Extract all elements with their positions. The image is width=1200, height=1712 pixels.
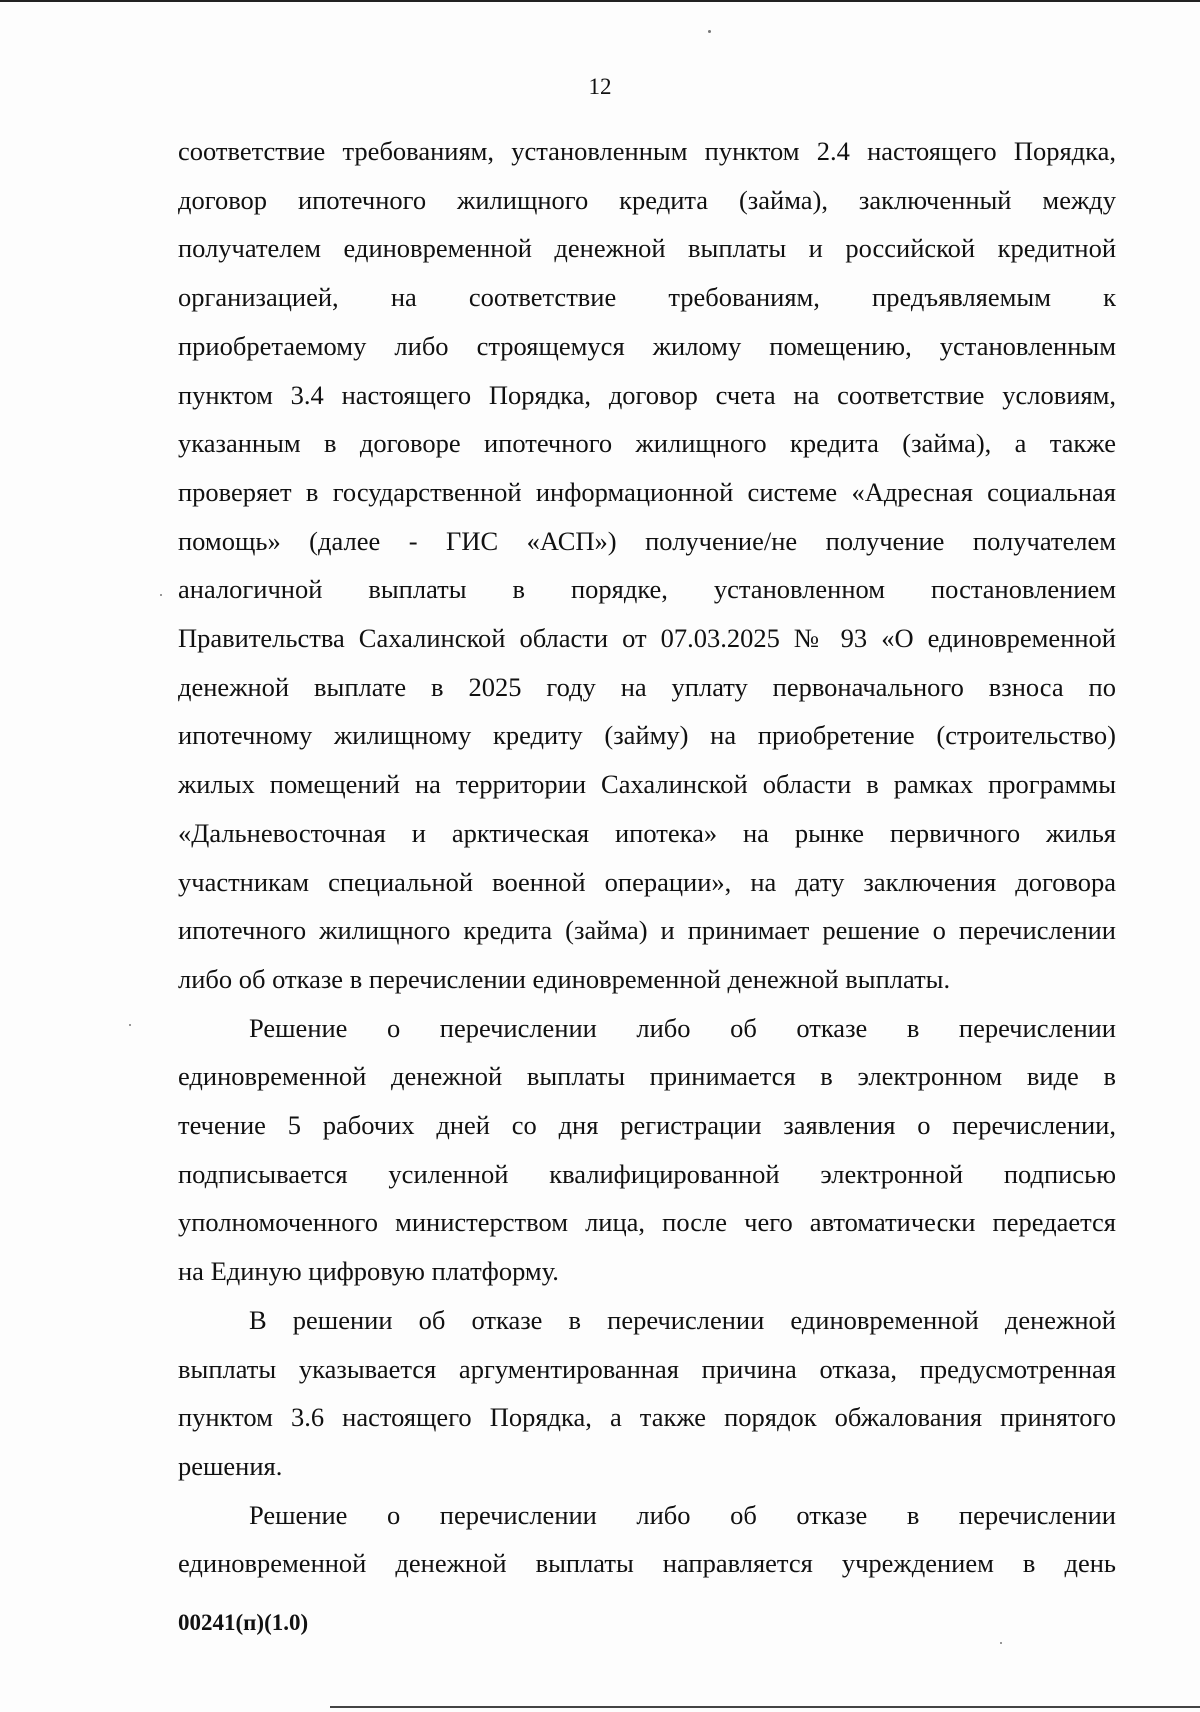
text-line: проверяет в государственной информационной системе «Адресная социальная <box>178 476 1116 507</box>
scan-speck <box>1000 1642 1002 1644</box>
text-line: единовременной денежной выплаты направляется учреждением в день <box>178 1548 1116 1579</box>
paragraph <box>178 1296 1116 1491</box>
text-line: «Дальневосточная и арктическая ипотека» на рынке первичного жилья <box>178 817 1116 848</box>
text-line: Решение о перечислении либо об отказе в перечислении <box>249 1499 1116 1530</box>
text-line: аналогичной выплаты в порядке, установленном постановлением <box>178 574 1116 605</box>
top-border <box>0 0 1200 2</box>
text-line: Правительства Сахалинской области от 07.03.2025 № 93 «О единовременной <box>178 623 1116 654</box>
text-line: получателем единовременной денежной выплаты и российской кредитной <box>178 233 1116 264</box>
page-number: 12 <box>588 74 612 99</box>
scan-speck <box>708 30 711 33</box>
text-line: указанным в договоре ипотечного жилищного кредита (займа), а также <box>178 428 1116 459</box>
text-line: договор ипотечного жилищного кредита (займа), заключенный между <box>178 184 1116 215</box>
text-line: соответствие требованиям, установленным пунктом 2.4 настоящего Порядка, <box>178 136 1116 166</box>
document-code: 00241(п)(1.0) <box>178 1610 309 1635</box>
text-line: пунктом 3.4 настоящего Порядка, договор счета на соответствие условиям, <box>178 379 1116 410</box>
text-line: уполномоченного министерством лица, после чего автоматически передается <box>178 1207 1116 1238</box>
text-line: течение 5 рабочих дней со дня регистрации заявления о перечислении, <box>178 1110 1116 1141</box>
paragraph <box>178 1491 1116 1588</box>
scan-speck <box>160 594 162 596</box>
text-line: на Единую цифровую платформу. <box>178 1256 559 1287</box>
text-line: выплаты указывается аргументированная причина отказа, предусмотренная <box>178 1353 1116 1384</box>
text-line: организацией, на соответствие требованиям, предъявляемым к <box>178 282 1116 313</box>
text-line: либо об отказе в перечислении единовременной денежной выплаты. <box>178 963 951 994</box>
text-line: помощь» (далее - ГИС «АСП») получение/не получение получателем <box>178 525 1116 556</box>
text-line: В решении об отказе в перечислении единовременной денежной <box>249 1304 1116 1335</box>
scan-speck <box>129 1024 131 1026</box>
paragraph <box>178 127 1116 1004</box>
text-line: решения. <box>178 1450 283 1481</box>
document-body <box>178 127 1116 1588</box>
text-line: подписывается усиленной квалифицированной электронной подписью <box>178 1158 1116 1189</box>
text-line: ипотечного жилищного кредита (займа) и принимает решение о перечислении <box>178 915 1116 946</box>
text-line: приобретаемому либо строящемуся жилому помещению, установленным <box>178 330 1116 361</box>
text-line: Решение о перечислении либо об отказе в перечислении <box>249 1012 1116 1043</box>
text-line: денежной выплате в 2025 году на уплату первоначального взноса по <box>178 671 1116 702</box>
text-line: ипотечному жилищному кредиту (займу) на приобретение (строительство) <box>178 720 1116 751</box>
text-line: участникам специальной военной операции», на дату заключения договора <box>178 866 1116 897</box>
bottom-border <box>330 1706 1200 1708</box>
text-line: единовременной денежной выплаты принимается в электронном виде в <box>178 1061 1116 1092</box>
text-line: жилых помещений на территории Сахалинской области в рамках программы <box>178 769 1116 800</box>
paragraph <box>178 1004 1116 1296</box>
text-line: пунктом 3.6 настоящего Порядка, а также порядок обжалования принятого <box>178 1402 1116 1433</box>
